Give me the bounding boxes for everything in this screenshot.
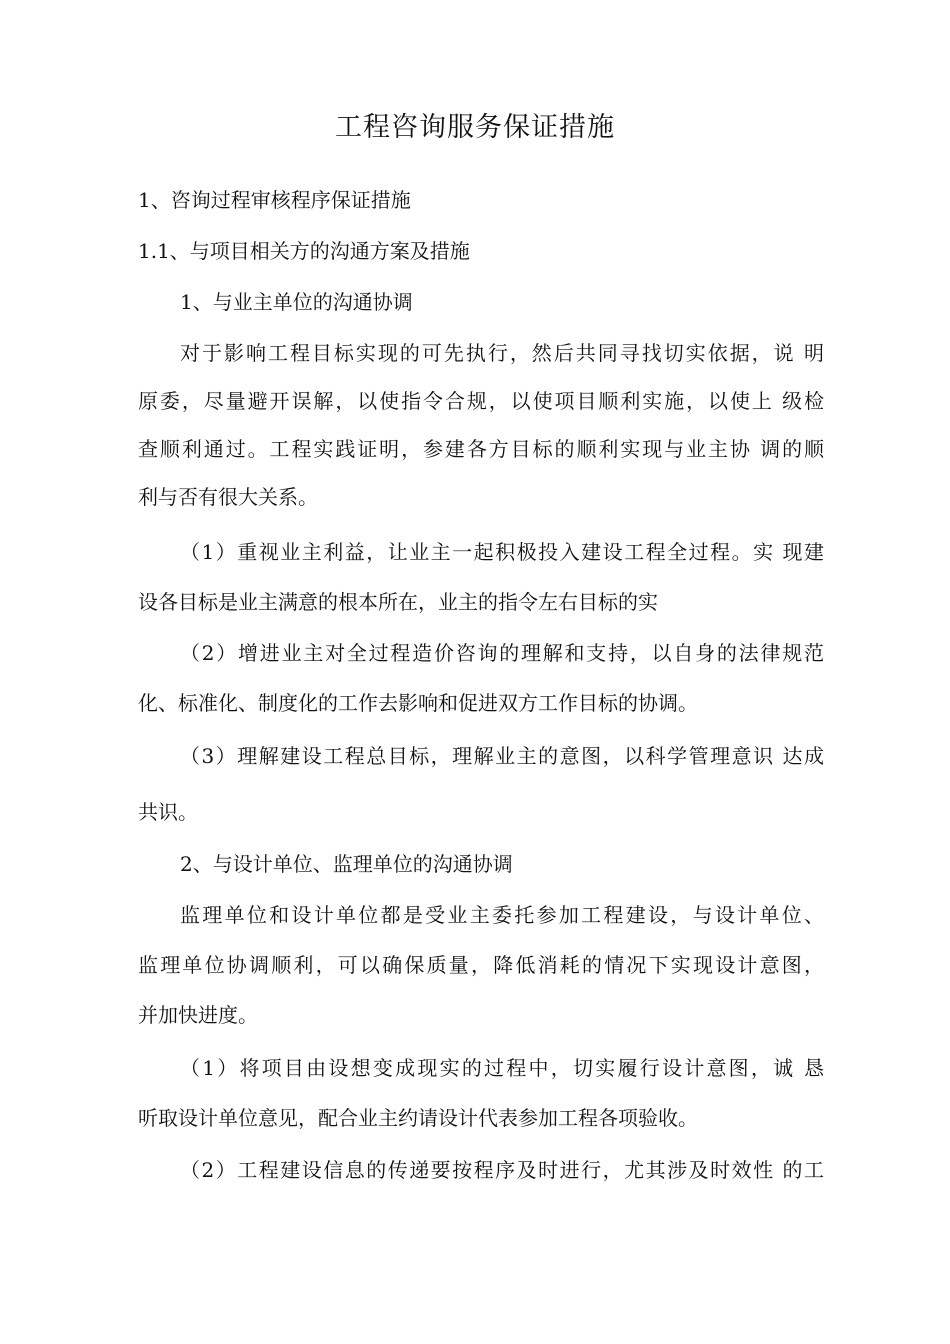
- paragraph-line: 查顺利通过。工程实践证明，参建各方目标的顺利实现与业主协 调的顺: [138, 437, 824, 461]
- section-heading-1: 1、咨询过程审核程序保证措施: [138, 188, 411, 212]
- document-title: 工程咨询服务保证措施: [335, 112, 615, 143]
- paragraph-line: 原委，尽量避开误解，以使指令合规，以使项目顺利实施，以使上 级检: [138, 389, 824, 413]
- list-item-line: （2）工程建设信息的传递要按程序及时进行，尤其涉及时效性 的工: [180, 1158, 824, 1182]
- subheading-owner-coordination: 1、与业主单位的沟通协调: [180, 290, 413, 314]
- section-heading-1-1: 1.1、与项目相关方的沟通方案及措施: [138, 239, 470, 263]
- paragraph-line: 对于影响工程目标实现的可先执行，然后共同寻找切实依据，说 明: [180, 341, 824, 365]
- list-item-line: （1）将项目由设想变成现实的过程中，切实履行设计意图，诚 恳: [180, 1056, 824, 1080]
- list-item-line: 共识。: [138, 800, 198, 824]
- paragraph-line: 监理单位和设计单位都是受业主委托参加工程建设，与设计单位、: [180, 903, 824, 927]
- list-item-line: 设各目标是业主满意的根本所在，业主的指令左右目标的实: [138, 590, 658, 614]
- list-item-line: 听取设计单位意见，配合业主约请设计代表参加工程各项验收。: [138, 1106, 698, 1130]
- list-item-line: 化、标准化、制度化的工作去影响和促进双方工作目标的协调。: [138, 691, 698, 715]
- paragraph-line: 并加快进度。: [138, 1003, 258, 1027]
- list-item-line: （1）重视业主利益，让业主一起积极投入建设工程全过程。实 现建: [180, 540, 824, 564]
- subheading-design-supervision: 2、与设计单位、监理单位的沟通协调: [180, 852, 513, 876]
- list-item-line: （2）增进业主对全过程造价咨询的理解和支持，以自身的法律规范: [180, 641, 824, 665]
- list-item-line: （3）理解建设工程总目标，理解业主的意图，以科学管理意识 达成: [180, 744, 824, 768]
- paragraph-line: 利与否有很大关系。: [138, 485, 318, 509]
- paragraph-line: 监理单位协调顺利，可以确保质量，降低消耗的情况下实现设计意图，: [138, 953, 824, 977]
